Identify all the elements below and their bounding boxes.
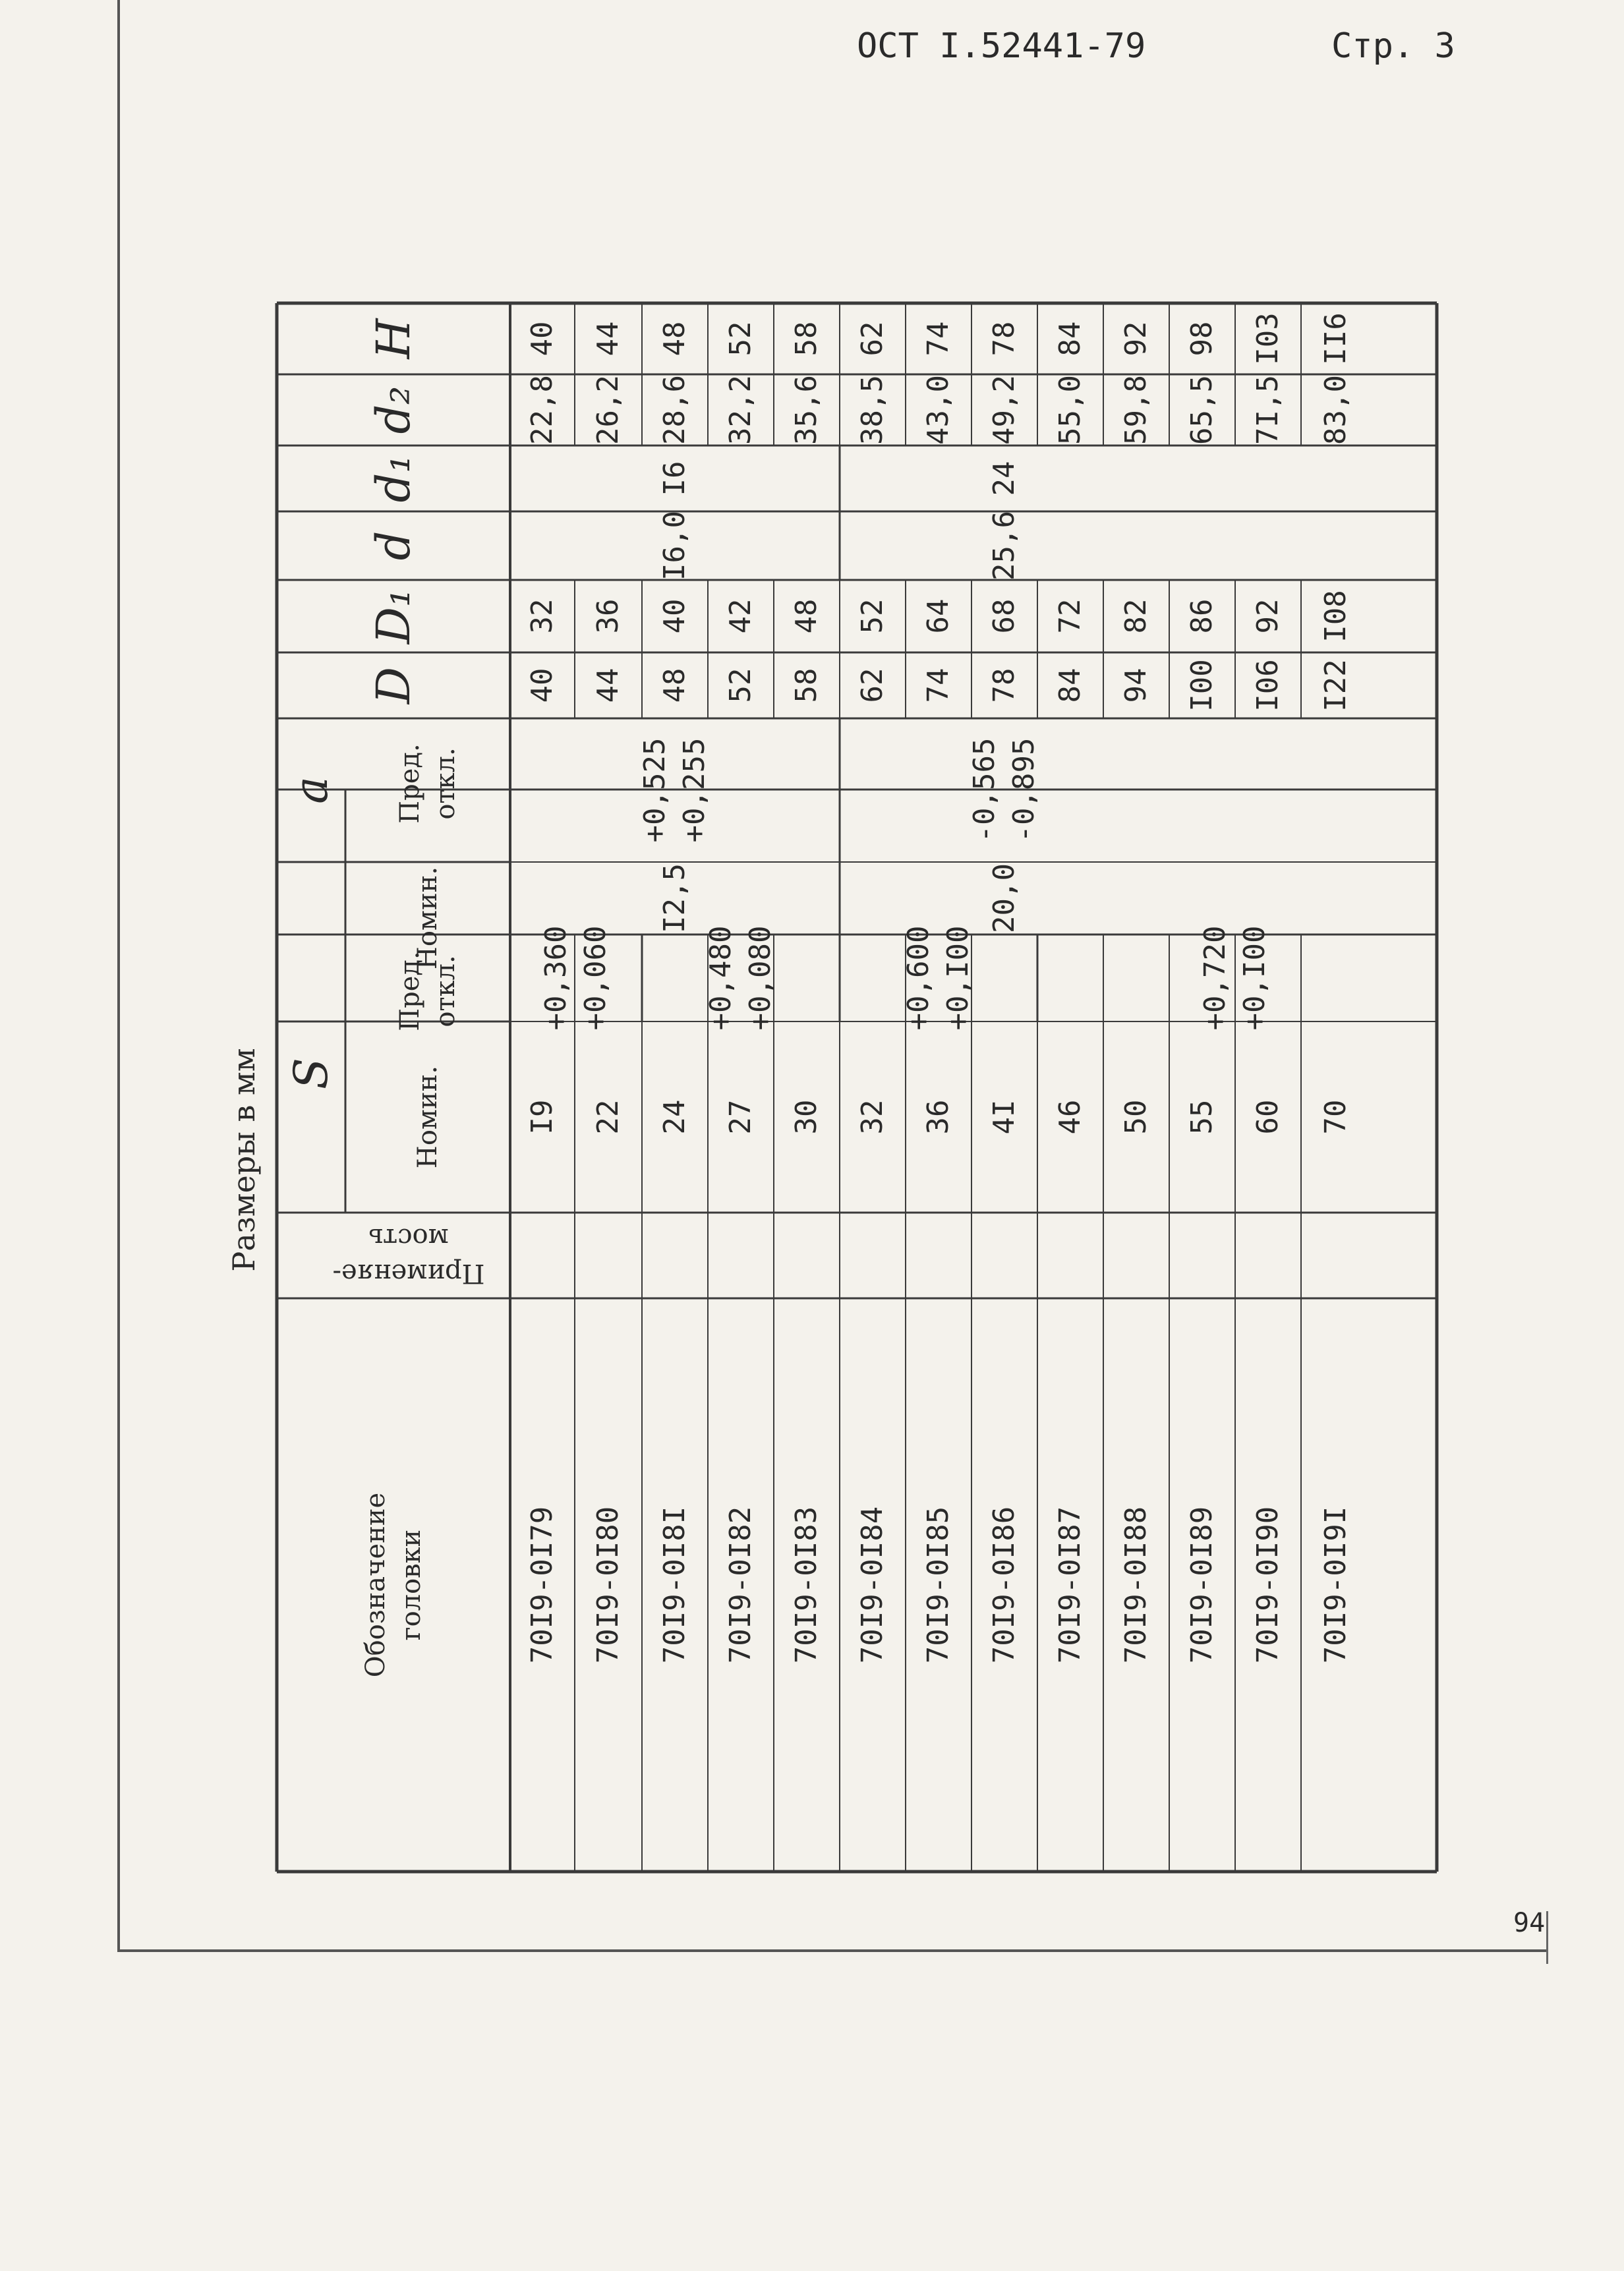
cell-D1: 52	[856, 598, 889, 634]
cell-D1: 40	[658, 598, 691, 634]
cell-D1: 68	[987, 598, 1021, 634]
cell-D1: 48	[790, 598, 823, 634]
cell-designation: 70I9-0I83	[790, 1506, 823, 1664]
cell-d2: 55,0	[1053, 375, 1087, 445]
cell-designation: 70I9-0I82	[724, 1506, 757, 1664]
cell-S-nominal: 32	[856, 1099, 889, 1135]
cell-H: 98	[1185, 321, 1219, 357]
cell-d2: 26,2	[591, 375, 625, 445]
cell-d2: 28,6	[658, 375, 691, 445]
col-header-a-nominal: Номин.	[413, 866, 443, 970]
cell-S-deviation: +0,600 +0,I00	[902, 925, 975, 1031]
cell-D1: 86	[1185, 598, 1219, 634]
cell-H: 48	[658, 321, 691, 357]
cell-designation: 70I9-0I88	[1119, 1506, 1153, 1664]
cell-H: I03	[1251, 312, 1285, 365]
cell-designation: 70I9-0I89	[1185, 1506, 1219, 1664]
col-header-a: a	[284, 776, 338, 804]
cell-designation: 70I9-0I8I	[658, 1506, 691, 1664]
cell-d2: 59,8	[1119, 375, 1153, 445]
cell-designation: 70I9-0I79	[525, 1506, 559, 1664]
cell-a-deviation: +0,525 +0,255	[638, 737, 711, 843]
cell-d2: 43,0	[921, 375, 955, 445]
cell-d2: 35,6	[790, 375, 823, 445]
cell-D: 52	[724, 668, 757, 703]
cell-designation: 70I9-0I90	[1251, 1506, 1285, 1664]
cell-S-deviation: +0,720 +0,I00	[1198, 925, 1271, 1031]
cell-D1: 72	[1053, 598, 1087, 634]
cell-D: 44	[591, 668, 625, 703]
cell-designation: 70I9-0I9I	[1319, 1506, 1352, 1664]
cell-H: 44	[591, 321, 625, 357]
cell-d2: 7I,5	[1251, 375, 1285, 445]
col-header-D1: D₁	[366, 588, 420, 645]
cell-S-nominal: 36	[921, 1099, 955, 1135]
cell-D: I00	[1185, 659, 1219, 712]
cell-designation: 70I9-0I86	[987, 1506, 1021, 1664]
cell-H: 40	[525, 321, 559, 357]
cell-d: 25,6	[987, 511, 1021, 581]
cell-d2: 49,2	[987, 375, 1021, 445]
cell-S-nominal: 24	[658, 1099, 691, 1135]
col-header-S-deviation: Пред. откл.	[395, 951, 461, 1031]
col-header-S-nominal: Номин.	[413, 1065, 443, 1169]
cell-D1: 64	[921, 598, 955, 634]
cell-d1: I6	[658, 461, 691, 496]
col-header-D: D	[366, 666, 420, 704]
cell-D: 94	[1119, 668, 1153, 703]
cell-D1: 36	[591, 598, 625, 634]
cell-designation: 70I9-0I80	[591, 1506, 625, 1664]
col-header-applicability: Применяе- мость	[332, 1222, 485, 1288]
cell-designation: 70I9-0I85	[921, 1506, 955, 1664]
cell-S-nominal: 22	[591, 1099, 625, 1135]
cell-d2: 65,5	[1185, 375, 1219, 445]
cell-D1: I08	[1319, 590, 1352, 643]
col-header-d2: d₂	[366, 386, 420, 434]
cell-S-nominal: 30	[790, 1099, 823, 1135]
table-caption: Размеры в мм	[226, 1048, 262, 1272]
cell-d2: 83,0	[1319, 375, 1352, 445]
standard-number: ОСТ I.52441-79	[857, 26, 1146, 66]
col-header-d: d	[366, 531, 420, 561]
cell-S-nominal: 60	[1251, 1099, 1285, 1135]
frame-right-tick	[1546, 1911, 1548, 1964]
cell-a-deviation: -0,565 -0,895	[968, 737, 1041, 843]
cell-D1: 32	[525, 598, 559, 634]
cell-S-nominal: 70	[1319, 1099, 1352, 1135]
cell-D: 74	[921, 668, 955, 703]
dimensions-table	[277, 303, 1437, 1872]
cell-d2: 22,8	[525, 375, 559, 445]
frame-bottom-line	[117, 1949, 1548, 1952]
cell-D: I22	[1319, 659, 1352, 712]
cell-D1: 82	[1119, 598, 1153, 634]
cell-d1: 24	[987, 461, 1021, 496]
col-header-a-deviation: Пред. откл.	[395, 743, 461, 824]
col-header-H: H	[366, 318, 420, 359]
cell-S-deviation: +0,480 +0,080	[704, 925, 777, 1031]
cell-S-deviation: +0,360 +0,060	[539, 925, 612, 1031]
cell-D1: 42	[724, 598, 757, 634]
cell-D: 78	[987, 668, 1021, 703]
page-label: Стр. 3	[1331, 26, 1455, 66]
cell-D1: 92	[1251, 598, 1285, 634]
cell-S-nominal: 4I	[987, 1099, 1021, 1135]
cell-H: 78	[987, 321, 1021, 357]
cell-D: 84	[1053, 668, 1087, 703]
cell-designation: 70I9-0I84	[856, 1506, 889, 1664]
cell-S-nominal: I9	[525, 1099, 559, 1135]
cell-H: 84	[1053, 321, 1087, 357]
cell-H: 92	[1119, 321, 1153, 357]
cell-S-nominal: 50	[1119, 1099, 1153, 1135]
cell-d2: 32,2	[724, 375, 757, 445]
cell-a-nominal: I2,5	[658, 863, 691, 933]
frame-left-line	[117, 0, 120, 1951]
cell-D: 40	[525, 668, 559, 703]
cell-S-nominal: 27	[724, 1099, 757, 1135]
col-header-d1: d₁	[366, 454, 420, 503]
cell-H: 62	[856, 321, 889, 357]
cell-D: 48	[658, 668, 691, 703]
cell-designation: 70I9-0I87	[1053, 1506, 1087, 1664]
cell-H: 58	[790, 321, 823, 357]
cell-D: 62	[856, 668, 889, 703]
cell-S-nominal: 46	[1053, 1099, 1087, 1135]
cell-H: 74	[921, 321, 955, 357]
cell-a-nominal: 20,0	[987, 863, 1021, 933]
cell-d: I6,0	[658, 511, 691, 581]
cell-H: II6	[1319, 312, 1352, 365]
cell-d2: 38,5	[856, 375, 889, 445]
cell-D: I06	[1251, 659, 1285, 712]
cell-D: 58	[790, 668, 823, 703]
col-header-designation: Обозначение головки	[361, 1492, 426, 1678]
page-number: 94	[1513, 1908, 1546, 1938]
cell-S-nominal: 55	[1185, 1099, 1219, 1135]
col-header-S: S	[284, 1058, 338, 1089]
cell-H: 52	[724, 321, 757, 357]
